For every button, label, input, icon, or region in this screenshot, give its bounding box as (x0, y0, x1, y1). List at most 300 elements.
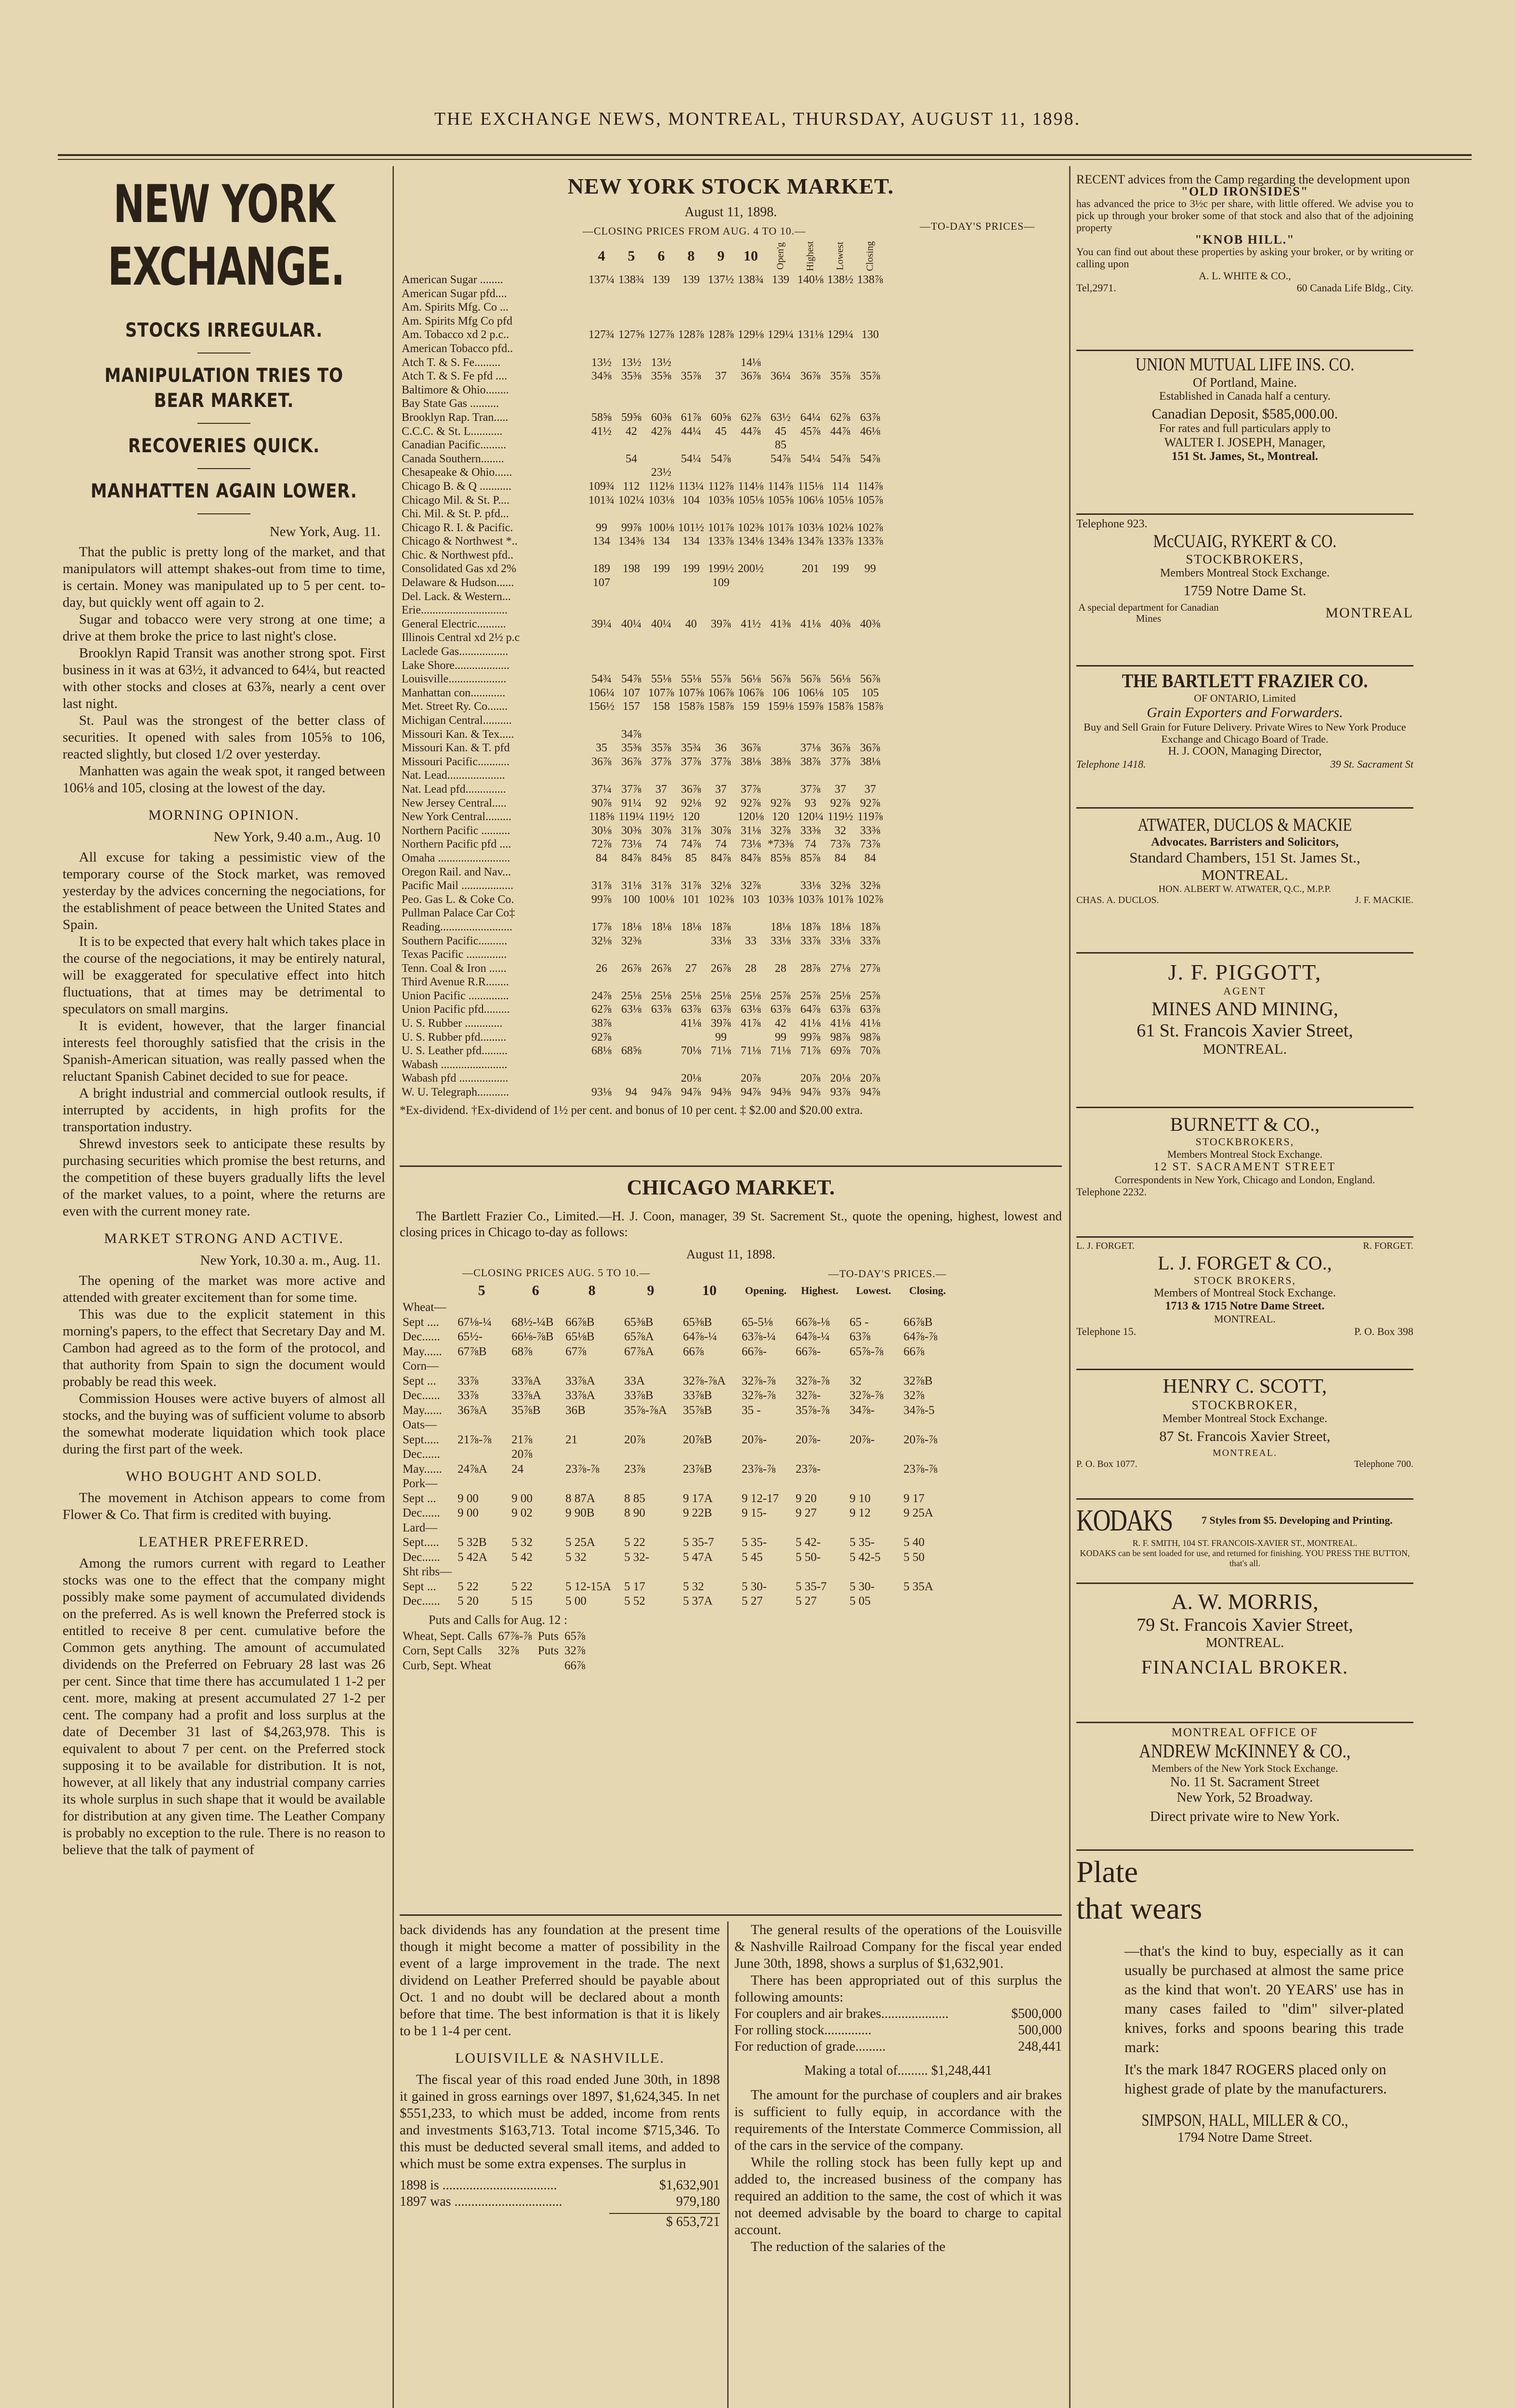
ad-company: A. L. WHITE & CO., (1199, 270, 1291, 282)
stock-row (400, 769, 885, 783)
stock-row (400, 893, 885, 907)
cell (825, 975, 855, 989)
cell (676, 906, 706, 920)
subhead: WHO BOUGHT AND SOLD. (126, 1468, 322, 1484)
stock-row (400, 452, 885, 466)
cell (676, 769, 706, 783)
row-label: Missouri Kan. & T. pfd (402, 742, 510, 755)
cell (455, 1300, 509, 1315)
appropriation-label: For couplers and air brakes.................... (734, 2006, 949, 2021)
cell: 33⅛ (711, 934, 731, 947)
cell (796, 631, 825, 645)
cell: 109¾ (588, 480, 614, 493)
cell: 33⅞ (457, 1389, 479, 1402)
cell (736, 466, 766, 480)
cell (739, 1565, 793, 1580)
cell (646, 1058, 676, 1072)
cell: 114⅛ (738, 480, 764, 493)
cell: 63⅞ (771, 1003, 791, 1016)
stock-footnote: *Ex-dividend. †Ex-dividend of 1½ per cent. and bonus of 10 per cent. ‡ $2.00 and $20.00 extra. (400, 1103, 863, 1117)
row-label: Chicago B. & Q ........... (402, 480, 511, 493)
row-label: Illinois Central xd 2½ p.c (402, 631, 520, 644)
cell (855, 397, 885, 411)
cell: 32 (849, 1374, 862, 1387)
cell (587, 631, 616, 645)
ad-role: FINANCIAL BROKER. (1141, 1656, 1349, 1678)
cell: 23⅞-⅞ (903, 1462, 938, 1476)
ad-role: Advocates. Barristers and Solicitors, (1151, 836, 1339, 849)
ad-text: Established in Canada half a century. (1159, 390, 1331, 403)
cell: 41½ (741, 617, 761, 630)
cell (646, 287, 676, 301)
cell (616, 645, 646, 659)
cell: 5 30- (849, 1580, 875, 1593)
cell: 66⅞ (683, 1345, 704, 1358)
cell (587, 1058, 616, 1072)
cell: 33⅞A (511, 1374, 541, 1387)
stock-row (400, 975, 885, 989)
cell (616, 603, 646, 617)
stock-row (400, 383, 885, 397)
cell (616, 590, 646, 604)
ad-title: KODAKS (1076, 1503, 1172, 1537)
cell (587, 728, 616, 742)
ad-text: RECENT advices from the Camp regarding the development upon (1076, 173, 1410, 186)
cell: 25⅞ (800, 989, 821, 1002)
cell: 41⅛ (860, 1017, 880, 1030)
cell (796, 356, 825, 370)
ad-title: that wears (1076, 1891, 1202, 1925)
cell: 158⅞ (857, 700, 883, 713)
cell: 18⅛ (621, 920, 641, 933)
cell: 127⅝ (618, 328, 644, 341)
appropriation-value: 500,000 (1018, 2023, 1062, 2038)
cell: 35 - (742, 1403, 761, 1417)
cell (587, 549, 616, 563)
cell (736, 507, 766, 521)
cell: 37⅛ (800, 742, 821, 755)
ad-address: 87 St. Francois Xavier Street, (1159, 1428, 1331, 1444)
cell (676, 659, 706, 673)
cell: 42⅞ (651, 425, 671, 438)
row-label: Missouri Kan. & Tex..... (402, 728, 514, 741)
appropriation-row (734, 2022, 1062, 2039)
cell (825, 342, 855, 356)
cell (706, 549, 736, 563)
stock-row (400, 576, 885, 590)
cell (587, 438, 616, 452)
cell (766, 865, 796, 879)
cell: 35⅞-⅞A (624, 1403, 667, 1417)
cell (766, 383, 796, 397)
cell: 201 (802, 563, 819, 576)
cell (646, 645, 676, 659)
cell: 13½ (621, 356, 641, 369)
stock-row (400, 659, 885, 673)
cell (706, 659, 736, 673)
cell: 65⅞A (624, 1330, 654, 1343)
cell: 106 (772, 686, 789, 699)
cell: 37 (864, 783, 876, 796)
cell: 119½ (648, 811, 674, 824)
cell: 67⅞-⅞ (498, 1629, 532, 1643)
puts-calls-title: Puts and Calls for Aug. 12 : (429, 1612, 568, 1627)
cell: 74⅞ (681, 838, 701, 851)
grain-row (400, 1315, 954, 1330)
grain-row (400, 1447, 954, 1462)
row-label: Dec...... (403, 1330, 440, 1343)
grain-col-header: Opening. (745, 1284, 787, 1296)
cell: 5 22 (624, 1536, 645, 1549)
subhead: LOUISVILLE & NASHVILLE. (455, 2050, 665, 2066)
cell: 84⅞ (741, 851, 761, 864)
stock-row (400, 1003, 885, 1017)
row-label: Canadian Pacific......... (402, 439, 507, 452)
stock-market-date: August 11, 1898. (684, 205, 777, 220)
cell: 5 35- (849, 1536, 875, 1549)
cell: 33⅞B (624, 1389, 653, 1402)
cell: 63⅛ (741, 1003, 761, 1016)
cell (706, 466, 736, 480)
cell (736, 631, 766, 645)
cell: 102⅞ (857, 521, 883, 534)
surplus-row-1898 (400, 2177, 720, 2194)
cell: 45 (775, 425, 786, 438)
surplus-row-1897 (400, 2194, 720, 2210)
cell: 84 (864, 851, 876, 864)
row-label: Nat. Lead pfd.............. (402, 783, 506, 796)
row-label: Laclede Gas................. (402, 645, 509, 658)
cell (646, 906, 676, 920)
cell (562, 1477, 621, 1492)
ad-po-box: P. O. Box 398 (1354, 1325, 1413, 1337)
cell: 5 30- (742, 1580, 767, 1593)
cell: 63⅞ (830, 1003, 850, 1016)
ad-divider (1076, 1369, 1413, 1370)
cell: 102¼ (618, 494, 644, 507)
cell (766, 356, 796, 370)
cell (676, 314, 706, 328)
cell: 106⅛ (797, 686, 823, 699)
stock-col-name (400, 239, 587, 273)
ad-contact: R. F. SMITH, 104 ST. FRANCOIS-XAVIER ST., MONTREAL. (1132, 1538, 1358, 1548)
cell: 35⅞ (681, 370, 701, 383)
cell: 37⅞ (800, 783, 821, 796)
cell: 107⅞ (648, 686, 674, 699)
row-label: Dec...... (403, 1506, 440, 1519)
cell (855, 314, 885, 328)
cell: 5 40 (903, 1536, 925, 1549)
cell: 37 (835, 783, 846, 796)
cell (793, 1418, 847, 1433)
ad-partner: J. F. MACKIE. (1355, 895, 1413, 905)
cell: 20⅞- (849, 1433, 875, 1446)
cell: 33⅜ (800, 824, 821, 837)
ad-role: AGENT (1223, 985, 1267, 997)
cell (676, 1058, 706, 1072)
cell: 9 90B (565, 1506, 595, 1519)
stock-row (400, 521, 885, 535)
cell (825, 466, 855, 480)
cell (736, 549, 766, 563)
cell (706, 342, 736, 356)
ad-role: Grain Exporters and Forwarders. (1147, 705, 1343, 720)
cell (855, 603, 885, 617)
stock-row (400, 273, 885, 287)
cell (793, 1521, 847, 1536)
grain-table (400, 1281, 954, 1609)
cell: 159⅛ (768, 700, 794, 713)
cell (587, 452, 616, 466)
cell: 99⅞ (591, 893, 612, 906)
cell (793, 1565, 847, 1580)
cell (621, 1447, 680, 1462)
cell: 65 - (849, 1315, 869, 1329)
cell: Puts (537, 1644, 559, 1657)
chicago-closing-label: —CLOSING PRICES AUG. 5 TO 10.— (462, 1267, 651, 1279)
cell: 94 (626, 1086, 637, 1099)
cell: 33A (624, 1374, 645, 1387)
grain-col-header: Highest. (801, 1284, 838, 1296)
cell (736, 714, 766, 728)
cell: 128⅞ (678, 328, 704, 341)
cell: 94⅞ (741, 1086, 761, 1099)
cell (587, 714, 616, 728)
ad-forget (1076, 1241, 1413, 1366)
cell: 32⅛ (711, 879, 731, 892)
cell (587, 975, 616, 989)
cell (616, 383, 646, 397)
cell (706, 301, 736, 314)
cell: 64⅞-¼ (796, 1330, 830, 1343)
cell (793, 1300, 847, 1315)
stock-row (400, 480, 885, 494)
cell: 32⅞-⅞ (742, 1374, 776, 1387)
ad-address: New York, 52 Broadway. (1176, 1790, 1313, 1805)
cell (766, 1072, 796, 1086)
cell (587, 383, 616, 397)
stock-row (400, 1044, 885, 1058)
cell: 70⅛ (681, 1045, 701, 1058)
cell: 37⅞ (681, 755, 701, 768)
cell: 21 (565, 1433, 578, 1446)
cell: 54⅞ (860, 452, 880, 465)
cell (825, 438, 855, 452)
cell: 139 (653, 274, 670, 286)
cell (646, 769, 676, 783)
cell: 65⅜B (683, 1315, 712, 1329)
cell (855, 948, 885, 962)
stock-col-header: Open'g (775, 242, 786, 270)
cell (847, 1521, 901, 1536)
ad-piggott (1076, 959, 1413, 1104)
cell (855, 865, 885, 879)
cell: 114⅞ (857, 480, 883, 493)
cell: 112⅛ (648, 480, 674, 493)
stock-row (400, 824, 885, 838)
cell: 85 (685, 851, 697, 864)
cell (766, 631, 796, 645)
cell (587, 301, 616, 314)
grain-row (400, 1345, 954, 1360)
cell: 137½ (708, 274, 734, 286)
cell (825, 865, 855, 879)
cell: 5 50 (903, 1550, 925, 1564)
row-label: Chicago & Northwest *.. (402, 535, 518, 548)
cell (796, 603, 825, 617)
cell: 84⅞ (711, 851, 731, 864)
stock-col-header: 4 (598, 248, 605, 264)
cell: 60⅜ (651, 411, 671, 424)
cell: 105⅛ (738, 494, 764, 507)
cell: 68⅝ (621, 1045, 641, 1058)
stock-col-header: Highest (805, 241, 816, 272)
ad-text: KODAKS can be sent loaded for use, and returned for finishing. YOU PRESS THE BUTTON, that's all. (1080, 1548, 1410, 1568)
cell (646, 438, 676, 452)
cell (855, 383, 885, 397)
cell: 100⅛ (648, 893, 674, 906)
cell: 69⅞ (830, 1045, 850, 1058)
cell: 36¼ (771, 370, 791, 383)
cell: 5 52 (624, 1595, 645, 1608)
cell: 37⅞ (741, 783, 761, 796)
cell: 98⅞ (830, 1031, 850, 1044)
ad-city: MONTREAL. (1212, 1448, 1278, 1458)
row-label: Northern Pacific pfd .... (402, 838, 511, 851)
cell: 63⅞-¼ (742, 1330, 776, 1343)
row-label: Sept..... (403, 1536, 439, 1549)
cell (855, 356, 885, 370)
cell (793, 1359, 847, 1374)
cell: 138¾ (738, 274, 764, 286)
cell: 106⅞ (708, 686, 734, 699)
cell: 54⅞ (830, 452, 850, 465)
cell (796, 590, 825, 604)
cell: 9 12 (849, 1506, 871, 1519)
cell (766, 975, 796, 989)
cell: 32⅞ (771, 824, 791, 837)
ad-phone: Telephone 15. (1076, 1325, 1136, 1337)
cell: 39⅞ (711, 617, 731, 630)
cell: 84 (596, 851, 607, 864)
cell: 37 (715, 370, 727, 383)
cell (766, 549, 796, 563)
cell: 18⅞ (860, 920, 880, 933)
row-label: Chi. Mil. & St. P. pfd... (402, 508, 509, 521)
cell: 156½ (588, 700, 614, 713)
stock-row (400, 686, 885, 700)
ad-union-mutual (1076, 354, 1413, 510)
paragraph: St. Paul was the strongest of the better class of securities. It opened with sales from 105⅝ to 106, reacted slightly, but closed 1/2 over yesterday. (63, 713, 385, 762)
cell (495, 1659, 535, 1674)
cell (616, 975, 646, 989)
cell (847, 1418, 901, 1433)
cell (825, 507, 855, 521)
stock-row (400, 741, 885, 755)
cell: 115⅛ (797, 480, 823, 493)
stock-row (400, 314, 885, 328)
cell: 9 17A (683, 1492, 713, 1505)
cell (646, 934, 676, 948)
cell: 67⅛-¼ (457, 1315, 492, 1329)
cell (766, 714, 796, 728)
cell: 36⅞A (457, 1403, 487, 1417)
surplus-value: $1,632,901 (659, 2178, 720, 2193)
cell: 26⅞ (621, 962, 641, 975)
cell: 112 (623, 480, 640, 493)
cell: 5 22 (457, 1580, 479, 1593)
cell (587, 769, 616, 783)
cell (616, 769, 646, 783)
cell: 37 (655, 783, 667, 796)
cell: 73⅞ (830, 838, 850, 851)
ad-title: UNION MUTUAL LIFE INS. CO. (1135, 354, 1355, 375)
appropriation-value: 248,441 (1018, 2039, 1062, 2054)
cell: 101⅞ (827, 893, 853, 906)
cell: 40¼ (651, 617, 671, 630)
row-label: Baltimore & Ohio........ (402, 383, 509, 396)
ad-title: THE BARTLETT FRAZIER CO. (1122, 670, 1368, 692)
cell (766, 590, 796, 604)
subhead: LEATHER PREFERRED. (138, 1534, 310, 1550)
row-label: Reading......................... (402, 920, 512, 933)
ad-bartlett-frazier (1076, 669, 1413, 804)
cell: 5 17 (624, 1580, 645, 1593)
cell: 59⅝ (621, 411, 641, 424)
section-title: NEW YORK EXCHANGE. (107, 174, 345, 297)
cell (616, 659, 646, 673)
cell (646, 590, 676, 604)
cell: 5 35A (903, 1580, 933, 1593)
grain-table-body (400, 1300, 954, 1609)
cell: 158 (653, 700, 670, 713)
cell: 23⅞-⅞ (565, 1462, 600, 1476)
cell: 44⅞ (830, 425, 850, 438)
cell: 101⅞ (708, 521, 734, 534)
grain-col-header: 9 (647, 1283, 654, 1298)
cell: 158⅞ (678, 700, 704, 713)
ad-title: J. F. PIGGOTT, (1168, 960, 1322, 984)
cell: 24 (511, 1462, 524, 1476)
cell: 65⅞ (564, 1629, 586, 1643)
cell: 84⅝ (651, 851, 671, 864)
cell: 129¼ (827, 328, 853, 341)
cell (680, 1300, 739, 1315)
ad-contact: H. J. COON, Managing Director, (1168, 745, 1322, 758)
cell: 9 20 (796, 1492, 817, 1505)
row-label: Texas Pacific .............. (402, 948, 507, 961)
cell: 5 42-5 (849, 1550, 881, 1564)
cell: 9 02 (511, 1506, 533, 1519)
cell (455, 1447, 509, 1462)
cell (616, 287, 646, 301)
cell: 114 (832, 480, 849, 493)
cell: 35⅜ (621, 370, 641, 383)
cell: 27⅛ (830, 962, 850, 975)
cell (676, 603, 706, 617)
row-label: Louisville.................... (402, 673, 507, 686)
row-label: Pork— (403, 1477, 438, 1490)
cell (562, 1521, 621, 1536)
puts-calls-body (400, 1629, 588, 1674)
cell (736, 397, 766, 411)
cell (796, 906, 825, 920)
paragraph: The reduction of the salaries of the (751, 2239, 946, 2254)
stock-row (400, 934, 885, 948)
cell: 159⅞ (797, 700, 823, 713)
cell (766, 741, 796, 755)
cell: 56⅛ (830, 673, 850, 686)
